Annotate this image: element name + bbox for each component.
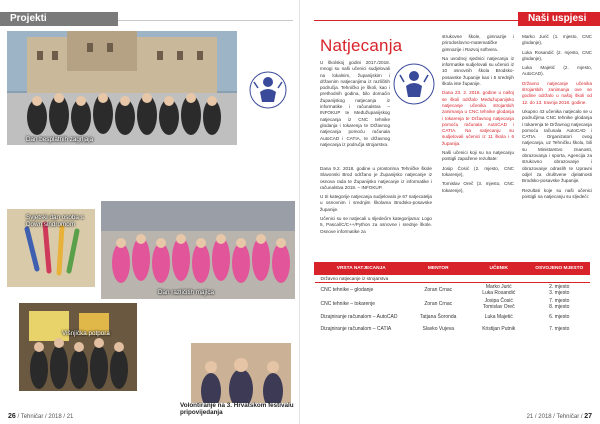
col3-red: Državno natjecanje učenika strojarskih zanimanja ove se godine održalo u našoj školi od 12. do 13. travnja 2018. godine.	[522, 80, 592, 105]
table-row	[315, 283, 590, 298]
logo-icon	[248, 68, 288, 112]
column-2	[442, 34, 514, 197]
cell-mentor: Slavko Vujeva	[422, 326, 454, 332]
free-hugs-photo-illustration	[7, 31, 238, 146]
cell-mjesto: 2. mjesto 3. mjesto	[549, 284, 570, 296]
photo-visnjica-support	[18, 302, 138, 392]
cell-vrsta: CNC tehnike – tokarenje	[320, 301, 375, 307]
col3-name-2: Luka Rosandić (2. mjesto, CNC glodanje),	[522, 49, 592, 61]
subheader-cell: Državno natjecanje iz strojarstva	[315, 275, 590, 283]
th-vrsta: VRSTA NATJECANJA	[315, 263, 409, 275]
cell-ucenik: Luka Majetić	[484, 314, 513, 320]
col3-name-3: Luka Majetić (2. mjesto, AutoCAD).	[522, 65, 592, 77]
col2-p3: Dana 23. 2. 2018. godine u našoj se školi održalo Međužupanijsko natjecanje učenika strojarskih zanimanja u CNC tehnike glodanja i tokarenja te Državnog natjecanja pomoću računala AutoCAD i CATIA. Na natjecanju su sudjelovali učenici iz 11 škola i 6 županija.	[442, 90, 514, 146]
footer-left: 26 / Tehničar / 2018 / 21	[8, 413, 74, 420]
caption-down-syndrome: Svjetski dan osoba s Down sindromom	[26, 214, 84, 228]
col3-name-1: Marko Jurić (1. mjesto, CNC glodanje),	[522, 34, 592, 46]
col2-p2: Na uvodnoj sjednici natjecanja iz informatike sudjelovali su učenici iz 10 osnovnih škola Brodsko-posavske županije kao i 5 srednjih škola iste županije.	[442, 55, 514, 87]
section-rule-red	[314, 20, 518, 21]
cell-vrsta: CNC tehnike – glodanje	[320, 287, 374, 293]
col2-p1: strukovne škole, gimnazije i prirodoslovno-matematičke gimnazije i Razvoj softvera.	[442, 34, 514, 52]
column-1-lower	[320, 166, 432, 238]
cell-mentor: Zoran Crnac	[424, 301, 453, 307]
cell-vrsta: Dizajniranje računalom – AutoCAD	[320, 314, 398, 320]
cell-mjesto: 7. mjesto	[549, 326, 570, 332]
school-logo-left	[248, 68, 288, 112]
photo-festival-volunteering	[190, 342, 292, 404]
caption-visnjica: Višnjička potpora	[62, 330, 110, 337]
col2-p6: Tomislav Oreč (3. mjesto, CNC tokarenje),	[442, 181, 514, 193]
caption-free-hugs: Dan besplatnih zagrljaja	[26, 136, 94, 143]
cell-vrsta: Dizajniranje računalom – CATIA	[320, 326, 392, 332]
article-title: Natjecanja	[320, 36, 403, 55]
th-ucenik: UČENIK	[469, 263, 530, 275]
table-subheader-row	[315, 275, 590, 283]
festival-photo-illustration	[191, 343, 292, 404]
column-1	[320, 60, 390, 151]
section-label-nasi-uspjesi: Naši uspjesi	[518, 12, 600, 26]
cell-mentor: Tatjana Šoronda	[420, 314, 457, 320]
table-row	[315, 311, 590, 323]
table-row	[315, 297, 590, 311]
section-label-projekti: Projekti	[0, 12, 118, 26]
caption-different-shirts: Dan različitih majica	[158, 289, 214, 296]
table-row	[315, 323, 590, 335]
col1-p4: Učenici su se natjecali u sljedećim kategorijama: Logo 5, Pascal/C/C++/Python za osnovne i srednje škole. Osnove informatike za	[320, 216, 432, 234]
results-table	[314, 262, 590, 335]
cell-mjesto: 6. mjesto	[549, 314, 570, 320]
col2-p4: Naši učenici koji su na natjecanju postigli zapažene rezultate:	[442, 150, 514, 162]
shirts-photo-illustration	[101, 201, 296, 300]
competition-logo-icon	[392, 62, 436, 106]
photo-free-hugs-day	[6, 30, 238, 146]
th-mjesto: OSVOJENO MJESTO	[529, 263, 590, 275]
caption-festival: Volontiranje na 3. Hrvatskom festivalu pripovijedanja	[180, 402, 294, 416]
col1-p1: U školskoj godini 2017./2018. mnogi su naši učenici sudjelovali na lokalnim, županijskim i državnim natjecanjima iz različitih područja. Tehničko je školi, kao i prethodnih godina, bilo domaćin Županijskog natjecanja iz informatike i računalstva – INFOKUP te Međužupanijskog natjecanja iz CNC tehnike glodanja i tokarenja te Državnog natjecanja pomoću računala AutoCAD i CATIA, te državnog natjecanja iz područja strojarstva.	[320, 60, 390, 147]
col1-p3: U tri kategorije natjecanja sudjelovalo je 67 natjecatelja u osnovnim i srednjim školama Brodsko-posavske županije.	[320, 194, 432, 212]
col2-p5: Josip Čosić (2. mjesto, CNC tokarenje),	[442, 165, 514, 177]
right-page	[300, 0, 600, 424]
cell-ucenik: Kristijan Putnik	[482, 326, 516, 332]
cell-ucenik: Marko Jurić Luka Rosandić	[482, 284, 516, 296]
th-mentor: MENTOR	[408, 263, 469, 275]
cell-ucenik: Josipa Čosić Tomislav Oreč	[482, 298, 515, 310]
competition-logo	[392, 62, 436, 106]
cell-mentor: Zoran Crnac	[424, 287, 453, 293]
col1-p2: Dana 9.2. 2018. godine u prostorima Tehničke škole Slavonski Brod održano je Županijsko natjecanje iz osnova rada te Županijsko natjecanje iz informatike i računalstva 2018. – INFOKUP.	[320, 166, 432, 190]
col3-end: Rezultati koje su naši učenici postigli na natjecanju su sljedeći:	[522, 187, 592, 199]
support-photo-illustration	[19, 303, 138, 392]
column-3	[522, 34, 592, 203]
col3-rest: Ukupno 43 učenika natjecalo se u područjima CNC tehnike glodanja i tokarenja te Državnog natjecanja pomoću računala AutoCAD i CATIA. Organizatori ovog natjecanja, uz Tehničku školu, bili su Ministarstvo znanosti, obrazovanja i sporta, Agencija za strukovno obrazovanje i obrazovanje odraslih te Upravni odjel za društvene djelatnosti Brodsko-posavske županije.	[522, 108, 592, 184]
photo-different-shirts-day	[100, 200, 296, 300]
cell-mjesto: 7. mjesto 8. mjesto	[549, 298, 570, 310]
table-header-row	[315, 263, 590, 275]
footer-right: 21 / 2018 / Tehničar / 27	[526, 413, 592, 420]
section-rule	[118, 20, 293, 21]
